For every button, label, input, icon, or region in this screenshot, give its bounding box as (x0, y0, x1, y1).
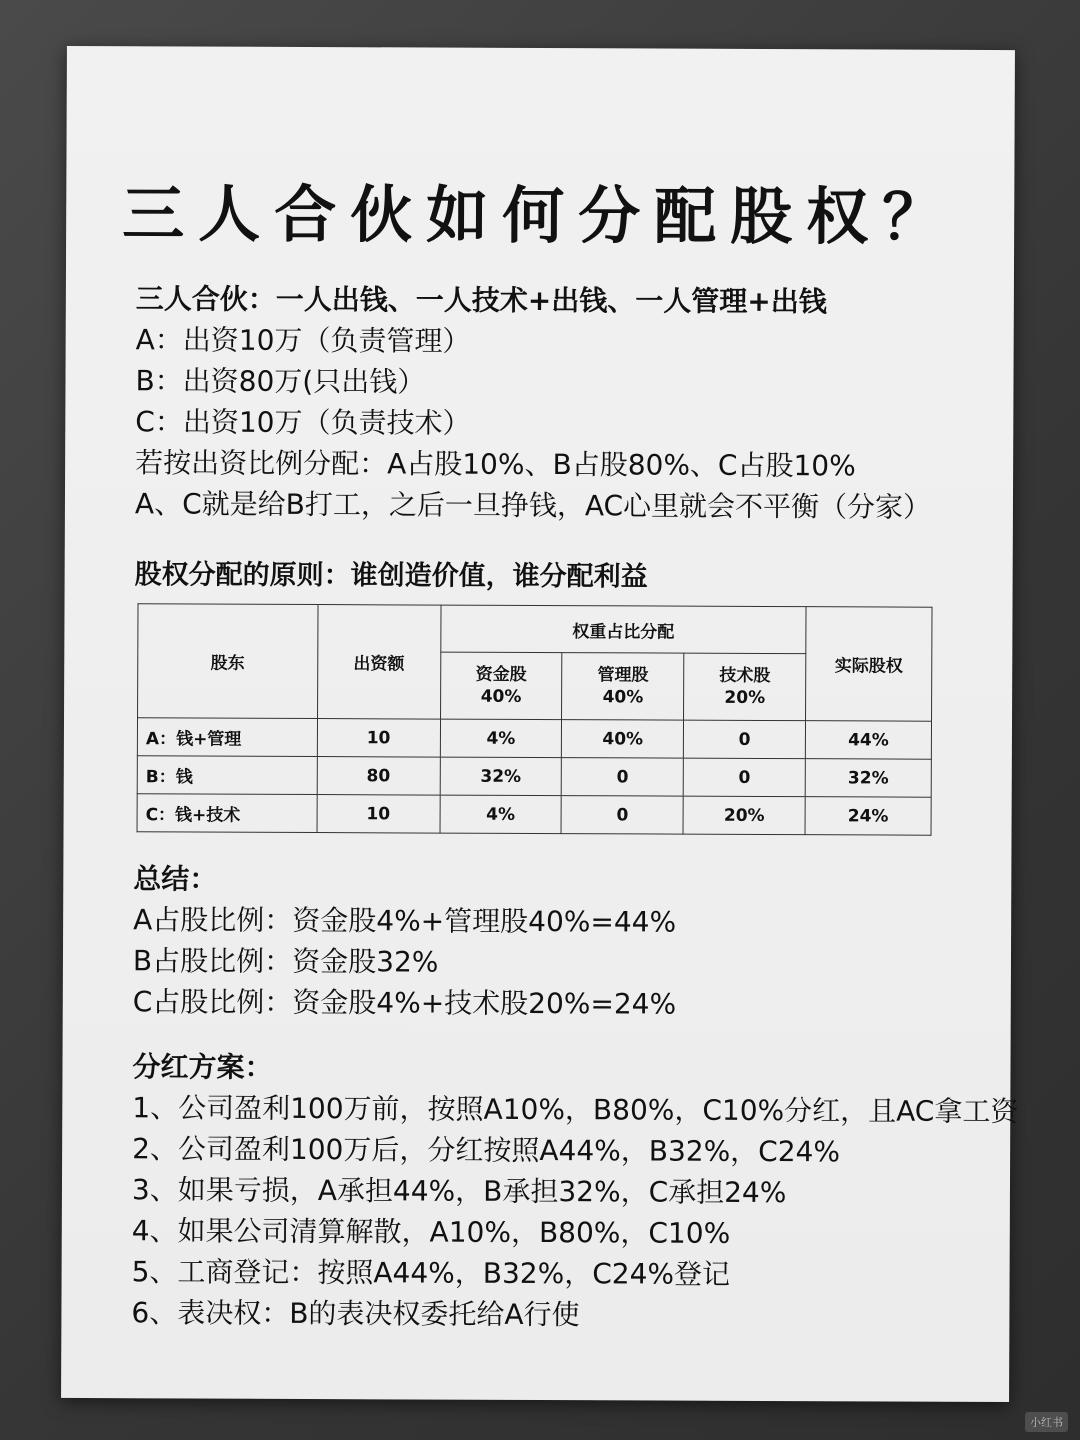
header-shareholder: 股东 (138, 604, 318, 719)
cell-holder: A：钱+管理 (137, 718, 317, 757)
table-row (137, 718, 931, 759)
header-management-share: 管理股 40% (562, 653, 684, 721)
intro-line: B：出资80万(只出钱） (135, 364, 426, 399)
header-actual-equity: 实际股权 (806, 607, 932, 722)
cell-management: 0 (561, 796, 683, 835)
dividend-line: 1、公司盈利100万前，按照A10%，B80%，C10%分红，且AC拿工资 (132, 1091, 1019, 1129)
cell-actual: 32% (805, 759, 931, 798)
watermark-logo: 小红书 (1025, 1412, 1068, 1432)
cell-tech: 20% (683, 796, 805, 835)
intro-section (135, 278, 996, 528)
summary-line: C占股比例：资金股4%+技术股20%=24% (132, 985, 677, 1021)
equity-table (137, 603, 933, 835)
header-weight: 权重占比分配 (440, 605, 806, 654)
dividend-line: 5、工商登记：按照A44%，B32%，C24%登记 (131, 1255, 731, 1291)
cell-investment: 10 (317, 795, 440, 834)
paper-sheet (61, 46, 1019, 1402)
principle-heading: 股权分配的原则：谁创造价值，谁分配利益 (134, 559, 648, 593)
dividend-line: 4、如果公司清算解散，A10%，B80%，C10% (131, 1214, 731, 1250)
page-title: 三人合伙如何分配股权？ (122, 177, 959, 254)
intro-line: A：出资10万（负责管理） (135, 323, 471, 358)
intro-line: A、C就是给B打工，之后一旦挣钱，AC心里就会不平衡（分家） (134, 487, 932, 524)
intro-line: 三人合伙：一人出钱、一人技术+出钱、一人管理+出钱 (135, 282, 827, 319)
dividend-section (131, 1046, 1018, 1337)
cell-capital: 4% (440, 719, 562, 758)
header-tech-share: 技术股 20% (684, 653, 806, 721)
cell-management: 40% (562, 720, 684, 759)
dividend-heading: 分红方案： (132, 1050, 273, 1084)
header-capital-share: 资金股 40% (440, 652, 562, 720)
dividend-line: 2、公司盈利100万后，分红按照A44%，B32%，C24% (132, 1132, 841, 1169)
intro-line: C：出资10万（负责技术） (135, 405, 471, 440)
cell-holder: B：钱 (137, 756, 317, 795)
cell-holder: C：钱+技术 (137, 794, 317, 833)
cell-capital: 4% (440, 795, 562, 834)
dividend-line: 3、如果亏损，A承担44%，B承担32%，C承担24% (131, 1173, 787, 1210)
dividend-line: 6、表决权：B的表决权委托给A行使 (131, 1296, 580, 1332)
header-investment: 出资额 (317, 605, 440, 720)
cell-actual: 24% (805, 797, 931, 836)
summary-heading: 总结： (133, 862, 218, 896)
intro-line: 若按出资比例分配：A占股10%、B占股80%、C占股10% (135, 446, 856, 483)
cell-tech: 0 (684, 720, 806, 759)
table-row (137, 756, 931, 797)
table-row (137, 794, 931, 835)
summary-section (133, 858, 677, 1024)
cell-capital: 32% (440, 757, 562, 796)
cell-management: 0 (562, 758, 684, 797)
summary-line: B占股比例：资金股32% (132, 944, 439, 979)
cell-investment: 10 (317, 719, 440, 758)
cell-investment: 80 (317, 757, 440, 796)
cell-actual: 44% (805, 721, 931, 760)
summary-line: A占股比例：资金股4%+管理股40%=44% (133, 903, 677, 939)
cell-tech: 0 (683, 758, 805, 797)
